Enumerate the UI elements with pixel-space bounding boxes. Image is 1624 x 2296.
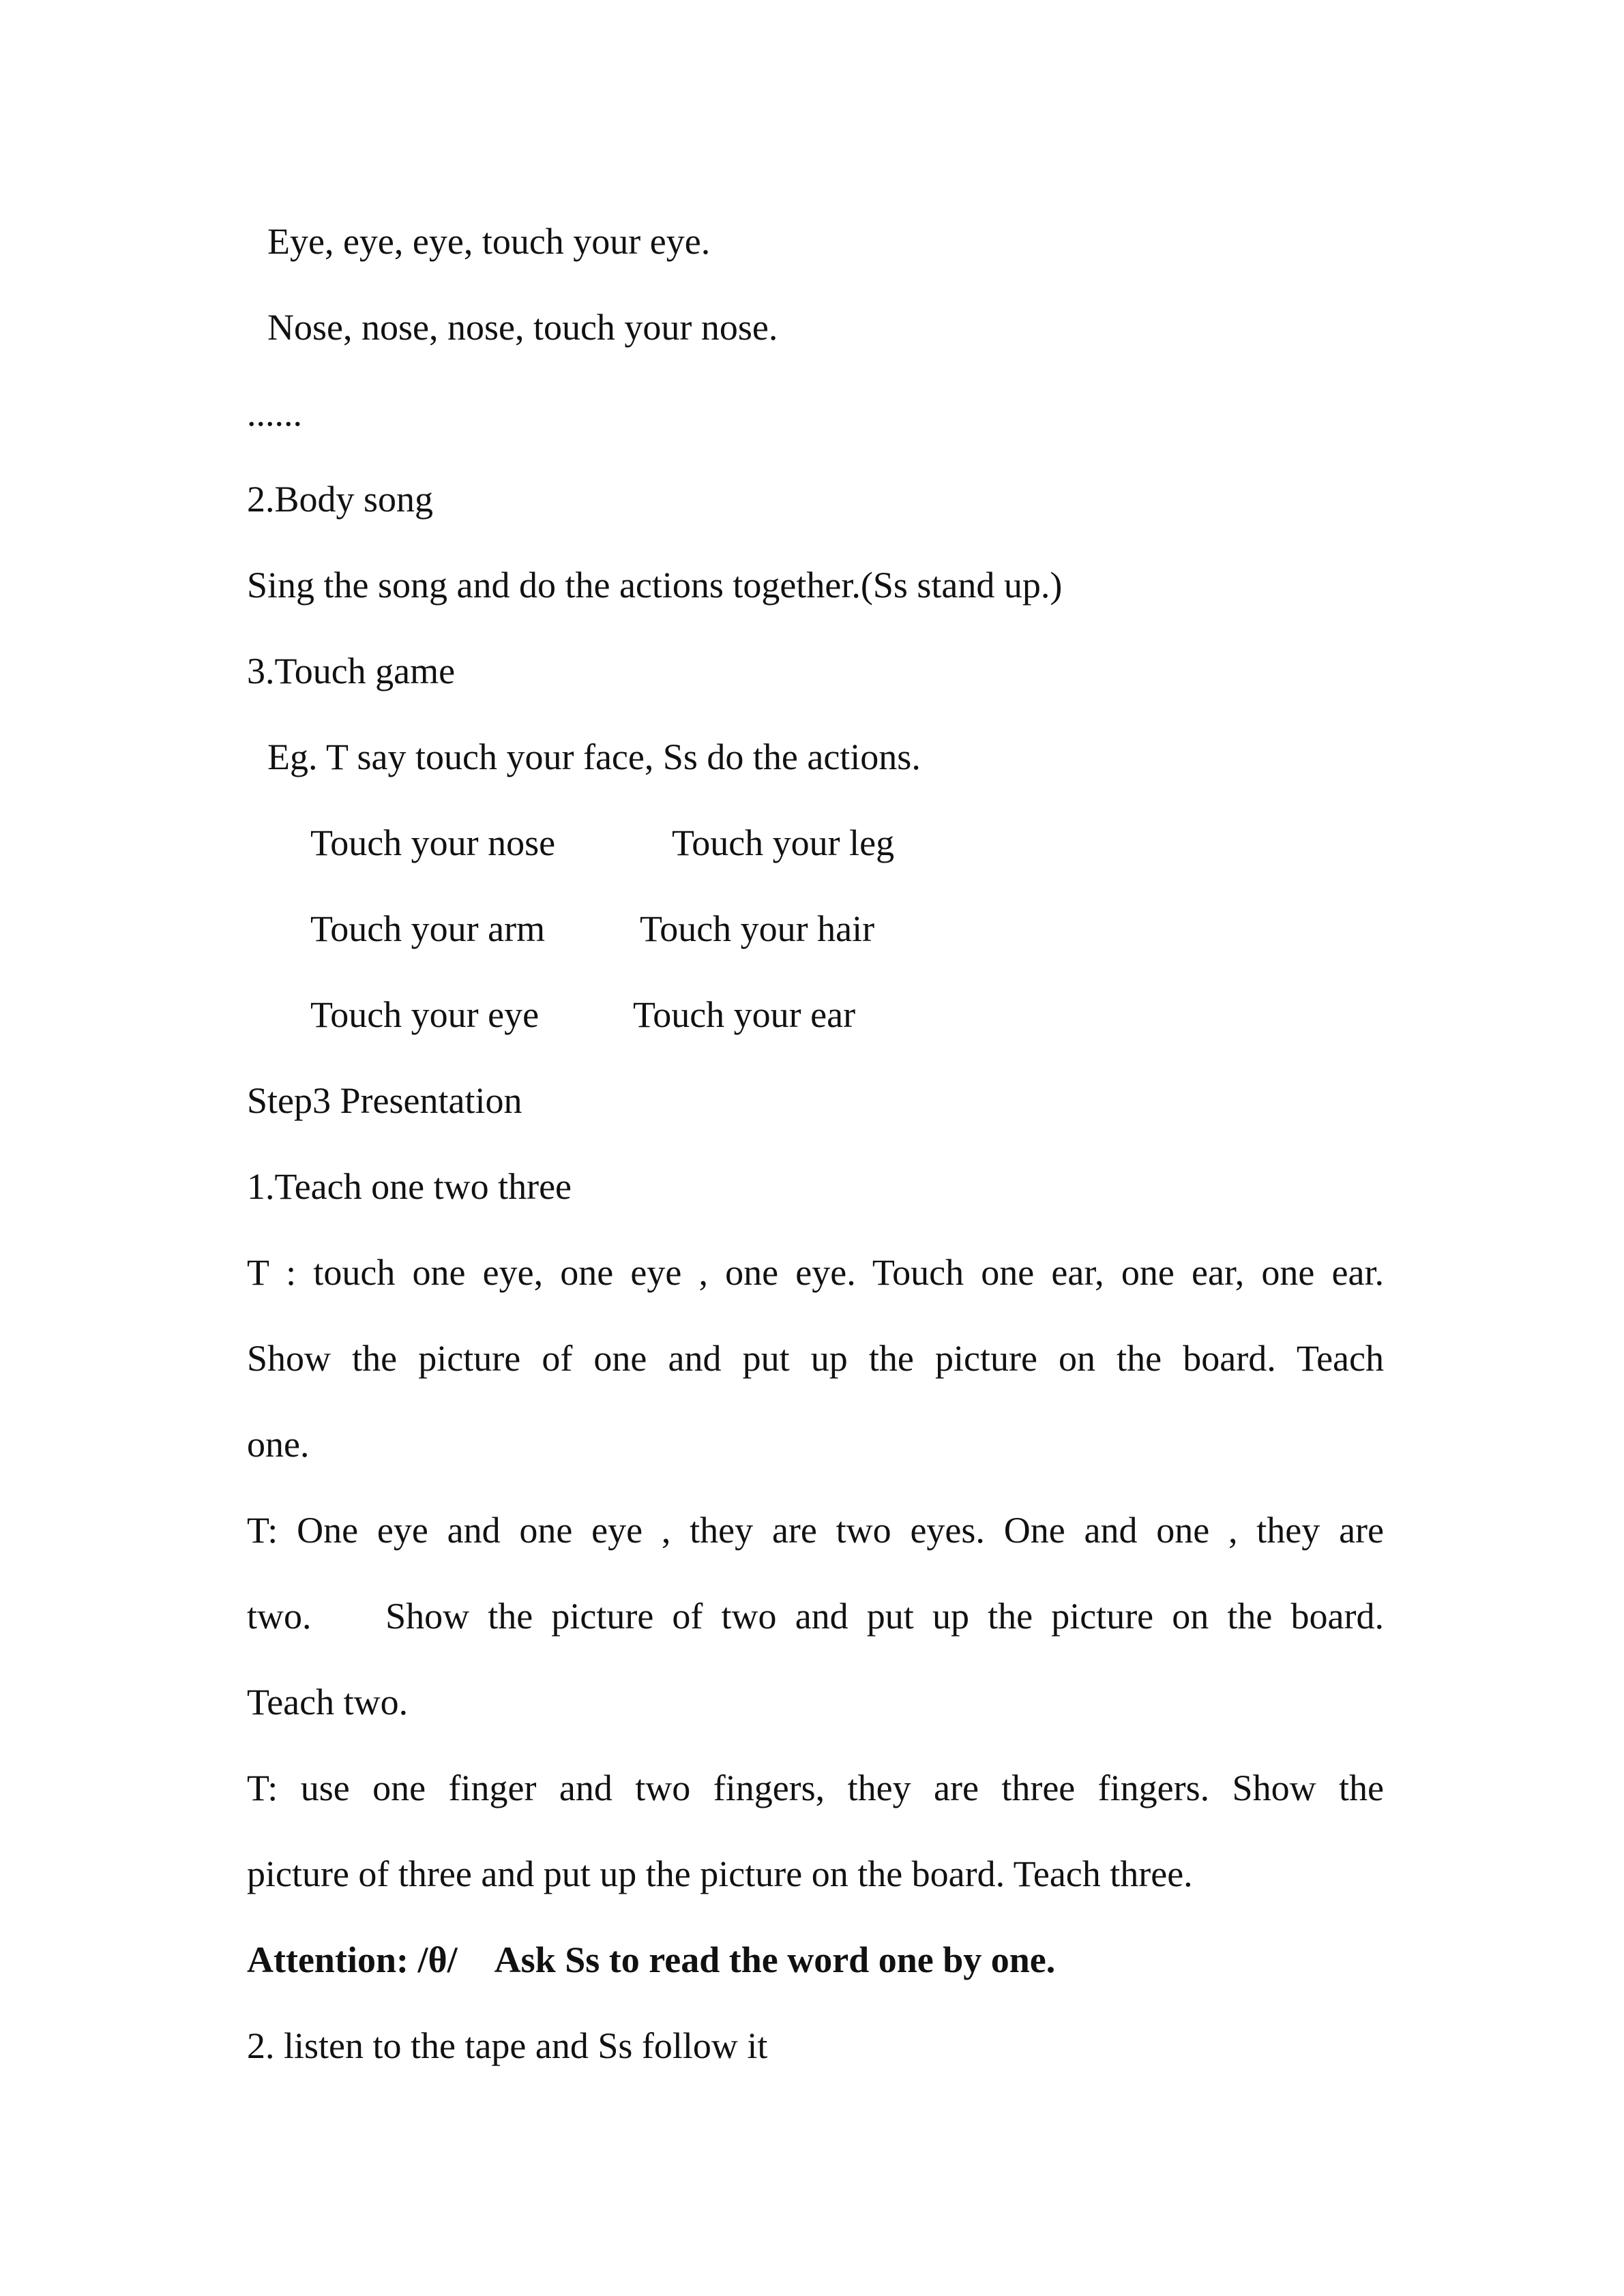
- nose-rhyme-line: Nose, nose, nose, touch your nose.: [267, 307, 778, 348]
- attention-note: Attention: /θ/ Ask Ss to read the word one by one.: [247, 1939, 1056, 1980]
- body-song-heading: 2.Body song: [247, 479, 434, 520]
- touch-game-example: Eg. T say touch your face, Ss do the actions.: [267, 736, 921, 777]
- ellipsis-line: ......: [247, 393, 302, 434]
- touch-arm-item: Touch your arm: [310, 908, 546, 949]
- body-song-text: Sing the song and do the actions together.(Ss stand up.): [247, 565, 1063, 606]
- teacher-line-2c: Teach two.: [247, 1682, 409, 1723]
- teacher-line-2b: two. Show the picture of two and put up the picture on the board.: [247, 1596, 1384, 1637]
- teach-heading: 1.Teach one two three: [247, 1166, 572, 1207]
- touch-game-heading: 3.Touch game: [247, 651, 456, 691]
- listen-line: 2. listen to the tape and Ss follow it: [247, 2025, 768, 2066]
- teacher-line-2a: T: One eye and one eye , they are two eyes. One and one , they are: [247, 1510, 1384, 1551]
- teacher-line-1a: T : touch one eye, one eye , one eye. Touch one ear, one ear, one ear.: [247, 1252, 1384, 1293]
- teacher-line-3b: picture of three and put up the picture on the board. Teach three.: [247, 1853, 1193, 1894]
- touch-nose-item: Touch your nose: [310, 822, 556, 863]
- eye-rhyme-line: Eye, eye, eye, touch your eye.: [267, 221, 711, 262]
- step3-heading: Step3 Presentation: [247, 1080, 522, 1121]
- touch-eye-item: Touch your eye: [310, 994, 540, 1035]
- touch-leg-item: Touch your leg: [672, 822, 895, 863]
- teacher-line-1b: Show the picture of one and put up the picture on the board. Teach: [247, 1338, 1384, 1379]
- teacher-line-1c: one.: [247, 1424, 310, 1465]
- touch-ear-item: Touch your ear: [633, 994, 856, 1035]
- teacher-line-3a: T: use one finger and two fingers, they are three fingers. Show the: [247, 1768, 1384, 1808]
- touch-hair-item: Touch your hair: [640, 908, 875, 949]
